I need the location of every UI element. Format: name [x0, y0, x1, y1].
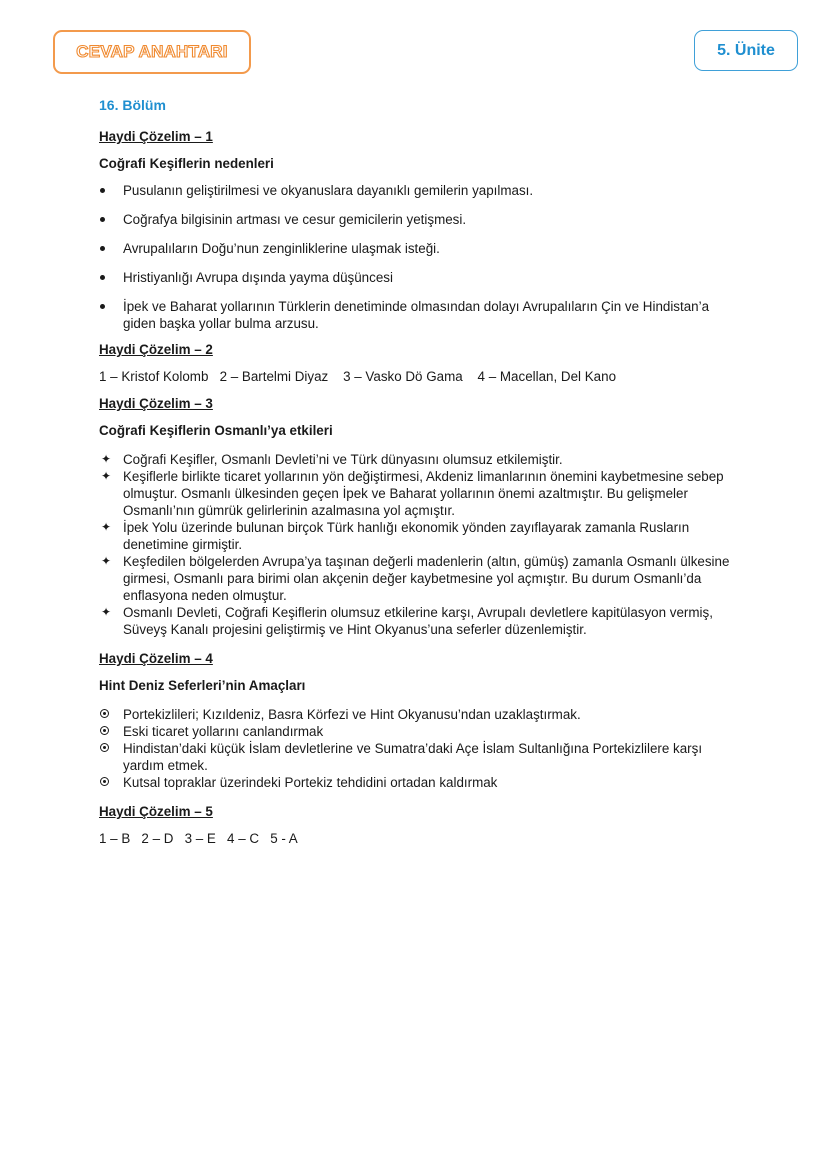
answer-key-title: CEVAP ANAHTARI — [76, 42, 228, 61]
section-subtitle-3: Coğrafi Keşiflerin Osmanlı’ya etkileri — [99, 423, 333, 438]
circle-bullet-icon — [100, 777, 109, 786]
section-answers-2: 1 – Kristof Kolomb 2 – Bartelmi Diyaz 3 – Vasko Dö Gama 4 – Macellan, Del Kano — [99, 369, 617, 384]
list-item: Coğrafya bilgisinin artması ve cesur gemicilerin yetişmesi. — [99, 211, 739, 228]
circle-bullet-icon — [100, 726, 109, 735]
unit-title: 5. Ünite — [717, 41, 775, 59]
list-item: ✦ İpek Yolu üzerinde bulunan birçok Türk hanlığı ekonomik yönden zayıflayarak zamanla Rusların denetimine girmiştir. — [100, 520, 690, 552]
list-item: Portekizlileri; Kızıldeniz, Basra Körfezi ve Hint Okyanusu’ndan uzaklaştırmak. — [99, 706, 739, 723]
answer-key-badge — [53, 30, 251, 74]
section-subtitle-4: Hint Deniz Seferleri’nin Amaçları — [99, 678, 306, 693]
circle-bullet-icon — [100, 743, 109, 752]
section-heading-1: Haydi Çözelim – 1 — [99, 129, 213, 144]
list-item: ✦ Osmanlı Devleti, Coğrafi Keşiflerin olumsuz etkilerine karşı, Avrupalı devletlere kapitülasyon vermiş, Süveyş Kanalı projesini geliştirmiş ve Hint Okyanus’una seferler düzenlemiştir. — [100, 605, 713, 637]
answer-content — [99, 97, 739, 857]
section-heading-5: Haydi Çözelim – 5 — [99, 804, 213, 819]
section-heading-4: Haydi Çözelim – 4 — [99, 651, 213, 666]
list-item: Hristiyanlığı Avrupa dışında yayma düşüncesi — [99, 269, 739, 286]
chapter-title: 16. Bölüm — [99, 97, 166, 113]
list-item: Avrupalıların Doğu’nun zenginliklerine ulaşmak isteği. — [99, 240, 739, 257]
cross-bullet-icon: ✦ — [100, 452, 112, 466]
section-subtitle-1: Coğrafi Keşiflerin nedenleri — [99, 156, 274, 171]
cross-bullet-icon: ✦ — [100, 605, 112, 619]
list-item: İpek ve Baharat yollarının Türklerin denetiminde olmasından dolayı Avrupalıların Çin ve Hindistan’a giden başka yollar bulma arzusu. — [99, 298, 739, 332]
aims-list — [99, 706, 739, 791]
list-item: Pusulanın geliştirilmesi ve okyanuslara dayanıklı gemilerin yapılması. — [99, 182, 739, 199]
cross-bullet-icon: ✦ — [100, 554, 112, 568]
list-item: ✦ Keşiflerle birlikte ticaret yollarının yön değiştirmesi, Akdeniz limanlarının önemini kaybetmesine sebep olmuştur. Osmanlı ülkesinden geçen İpek ve Baharat yollarının önemi azaltmıştır. Bu gelişmeler Osmanlı’nın gümrük gelirlerinin azalmasına yol açmıştır. — [100, 469, 724, 518]
section-heading-3: Haydi Çözelim – 3 — [99, 396, 213, 411]
cross-bullet-icon: ✦ — [100, 469, 112, 483]
unit-badge — [694, 30, 798, 71]
list-item: Hindistan’daki küçük İslam devletlerine ve Sumatra’daki Açe İslam Sultanlığına Portekizlilere karşı yardım etmek. — [99, 740, 739, 774]
circle-bullet-icon — [100, 709, 109, 718]
cross-bullet-icon: ✦ — [100, 520, 112, 534]
list-item: Kutsal topraklar üzerindeki Portekiz tehdidini ortadan kaldırmak — [99, 774, 739, 791]
causes-list — [99, 182, 739, 332]
effects-list — [99, 451, 739, 638]
list-item: Eski ticaret yollarını canlandırmak — [99, 723, 739, 740]
list-item: ✦ Coğrafi Keşifler, Osmanlı Devleti’ni ve Türk dünyasını olumsuz etkilemiştir. — [100, 452, 563, 467]
section-answers-5: 1 – B 2 – D 3 – E 4 – C 5 - A — [99, 831, 298, 846]
section-heading-2: Haydi Çözelim – 2 — [99, 342, 213, 357]
list-item: ✦ Keşfedilen bölgelerden Avrupa’ya taşınan değerli madenlerin (altın, gümüş) zamanla Osmanlı ülkesine girmesi, Osmanlı para birimi olan akçenin değer kaybetmesine yol açmıştır. Bu durum Osmanlı’da enflasyona neden olmuştur. — [100, 554, 730, 603]
